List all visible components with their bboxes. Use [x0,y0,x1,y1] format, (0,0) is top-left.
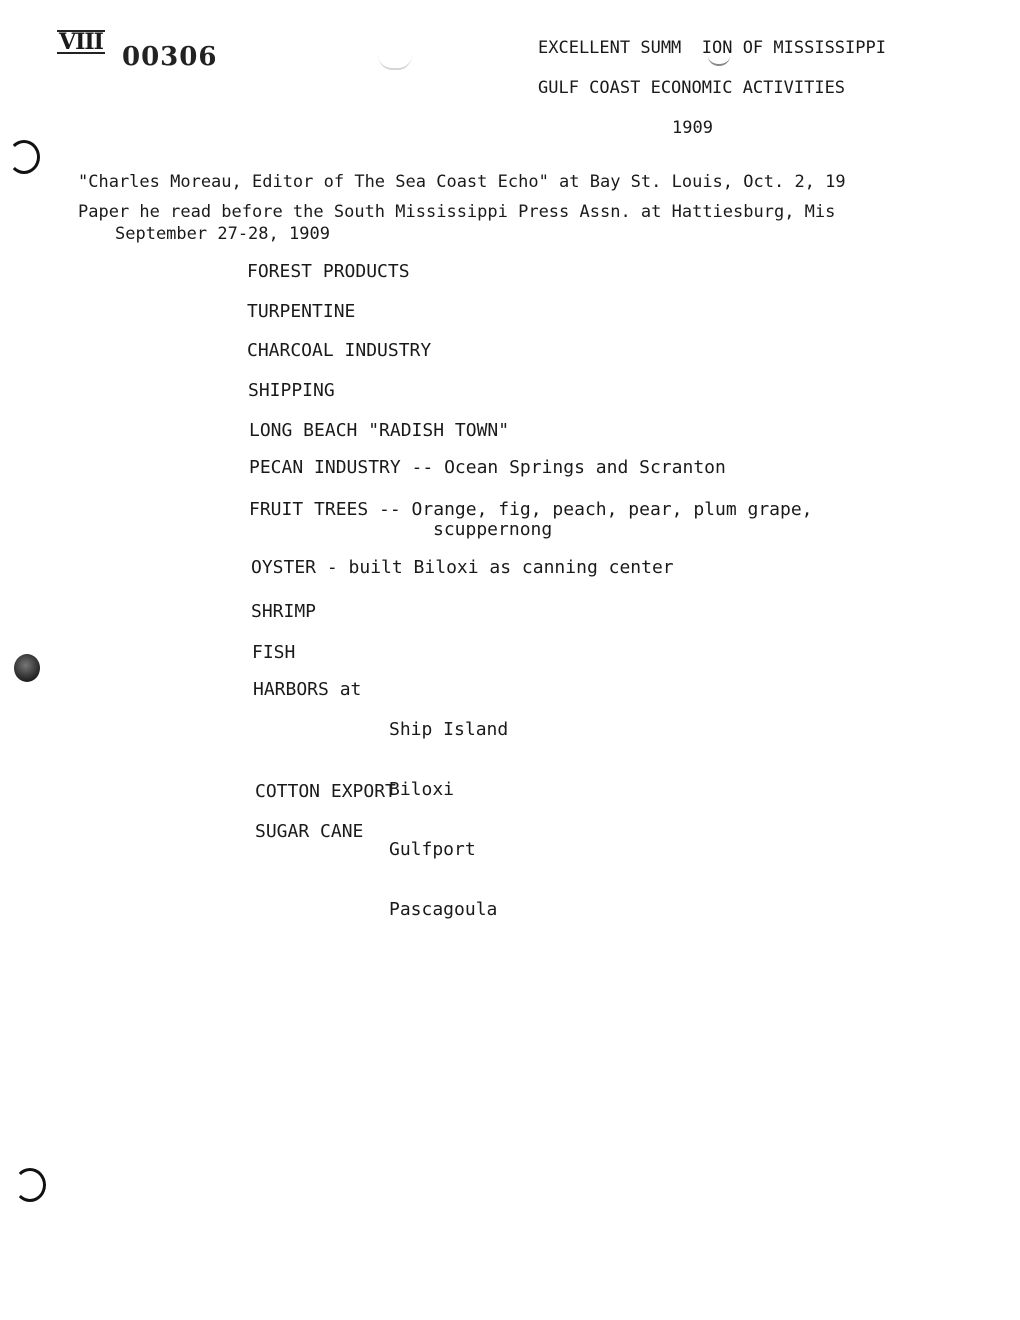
header-line-1: EXCELLENT SUMM ION OF MISSISSIPPI [538,38,886,58]
topic-oyster: OYSTER - built Biloxi as canning center [251,557,674,578]
citation-line-3: September 27-28, 1909 [115,224,330,244]
harbors-list [389,680,508,960]
topic-fruit-trees: FRUIT TREES -- Orange, fig, peach, pear, plum grape, [249,499,813,520]
topic-long-beach: LONG BEACH "RADISH TOWN" [249,420,510,441]
topic-turpentine: TURPENTINE [247,301,356,322]
topic-charcoal: CHARCOAL INDUSTRY [247,340,432,361]
punch-hole-top [8,140,40,174]
punch-hole-bottom [14,1168,46,1202]
harbor-item: Biloxi [389,779,455,800]
topic-cotton-export: COTTON EXPORT [255,781,396,802]
header-year: 1909 [672,118,713,138]
topic-harbors-label: HARBORS at [253,679,362,700]
header-gap-mark [708,46,730,66]
topic-forest-products: FOREST PRODUCTS [247,261,410,282]
roman-numeral-mark: VIII [59,29,103,55]
header-line-2: GULF COAST ECONOMIC ACTIVITIES [538,78,846,98]
topic-shrimp: SHRIMP [251,601,317,622]
citation-line-2: Paper he read before the South Mississippi Press Assn. at Hattiesburg, Mis [78,202,836,222]
document-number: 00306 [122,42,218,72]
topic-sugar-cane: SUGAR CANE [255,821,364,842]
punch-hole-middle [14,654,40,682]
paper-smudge [378,30,412,70]
harbor-item: Ship Island [389,719,509,740]
topic-pecan: PECAN INDUSTRY -- Ocean Springs and Scranton [249,457,726,478]
topic-shipping: SHIPPING [248,380,335,401]
topic-fish: FISH [252,642,296,663]
citation-line-1: "Charles Moreau, Editor of The Sea Coast Echo" at Bay St. Louis, Oct. 2, 19 [78,172,846,192]
topic-fruit-trees-cont: scuppernong [433,519,553,540]
harbor-item: Gulfport [389,839,476,860]
harbor-item: Pascagoula [389,899,498,920]
